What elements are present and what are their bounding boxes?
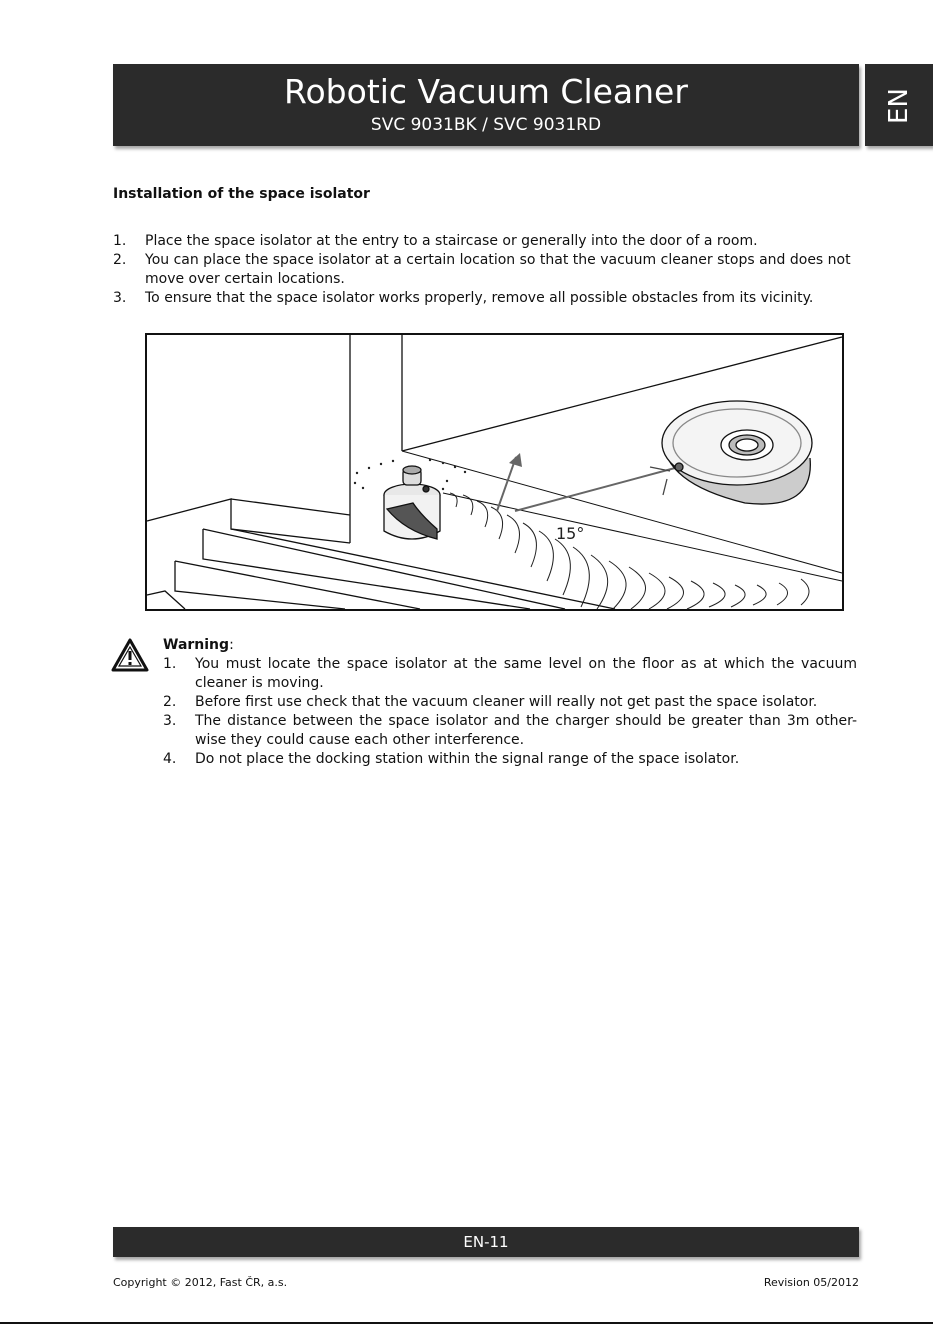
- step-number: 2.: [113, 252, 127, 268]
- warning-text: Before first use check that the vacuum cleaner will really not get past the space isolator.: [195, 694, 818, 710]
- warning-text: You must locate the space isolator at the same level on the floor as at which the vacuum cleaner is moving.: [195, 656, 857, 691]
- step-text: Place the space isolator at the entry to a staircase or generally into the door of a room.: [145, 233, 758, 249]
- warning-number: 3.: [163, 713, 177, 729]
- language-tab: [865, 64, 933, 146]
- warning-item: [163, 693, 857, 712]
- warning-number: 1.: [163, 656, 177, 672]
- step-number: 3.: [113, 290, 127, 306]
- step-text: To ensure that the space isolator works properly, remove all possible obstacles from its vicinity.: [145, 290, 814, 306]
- warning-number: 4.: [163, 751, 177, 767]
- step-item: [113, 232, 859, 251]
- warning-text: Do not place the docking station within the signal range of the space isolator.: [195, 751, 740, 767]
- warning-text: The distance between the space isolator and the charger should be greater than 3m other-wise they could cause each other interference.: [195, 713, 857, 748]
- warning-title: Warning: [163, 637, 230, 653]
- document-title: Robotic Vacuum Cleaner: [284, 72, 688, 111]
- step-text: You can place the space isolator at a certain location so that the vacuum cleaner stops and does not move over certain locations.: [145, 252, 851, 287]
- page-number-bar: [113, 1227, 859, 1257]
- angle-label: 15°: [556, 524, 585, 543]
- page-number: EN-11: [463, 1233, 509, 1251]
- warning-heading: Warning:: [163, 637, 234, 653]
- warning-icon: [111, 638, 149, 672]
- warning-item: [163, 655, 857, 693]
- installation-steps: [113, 232, 859, 308]
- installation-illustration: [145, 333, 844, 611]
- warning-number: 2.: [163, 694, 177, 710]
- step-number: 1.: [113, 233, 127, 249]
- revision-text: Revision 05/2012: [763, 1276, 859, 1289]
- copyright-text: Copyright © 2012, Fast ČR, a.s.: [113, 1276, 288, 1289]
- warning-item: [163, 750, 857, 769]
- step-item: [113, 289, 859, 308]
- warning-block: [163, 636, 857, 769]
- model-number: SVC 9031BK / SVC 9031RD: [370, 115, 602, 135]
- header-bar: [113, 64, 859, 146]
- warning-item: [163, 712, 857, 750]
- section-title: Installation of the space isolator: [113, 186, 370, 202]
- language-label: EN: [884, 88, 914, 124]
- step-item: [113, 251, 859, 289]
